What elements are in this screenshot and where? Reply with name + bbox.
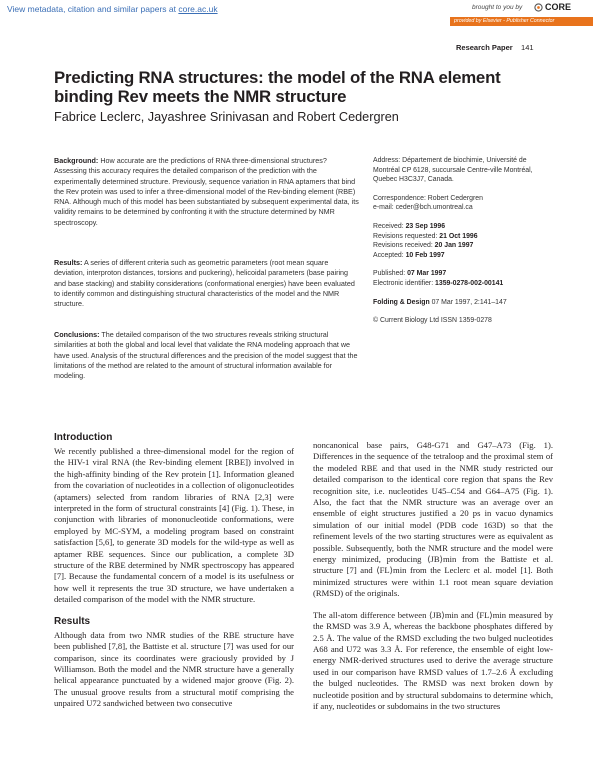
core-logo-icon xyxy=(534,3,543,12)
metadata-link[interactable] xyxy=(7,4,218,14)
results-label: Results: xyxy=(54,258,83,267)
published-date xyxy=(373,269,553,279)
revisions-requested-date xyxy=(373,232,553,242)
introduction-heading: Introduction xyxy=(54,432,113,443)
body-paragraph-1: noncanonical base pairs, G48-G71 and G47–A73 (Fig. 1). Differences in the sequence of the tetraloop and the proximal stem of the modeled RBE and that used in the NMR study restricted our detailed comparison to the identical core region that spans the Rev recognition site, i.e. nucleotides U45–C54 and G64–A75 (Fig. 1). Also, the fact that the NMR structure was an average over an ensemble of eight structures justified a 20 ps in vacuo dynamics simulation of our initial model (PDB code 163D) so that the refinement levels of the two starting structures were as equivalent as possible. Subsequently, both the NMR structure and the model were energy minimized, producing ⟨JB⟩min from the Battiste et al. structure [7] and ⟨FL⟩min from the Leclerc et al. model [1]. Both minimized structures were within 1.1 root mean square deviation (RMSD) of the originals. xyxy=(313,440,553,599)
background-label: Background: xyxy=(54,156,99,165)
body-column-right xyxy=(313,440,553,712)
abstract-conclusions xyxy=(54,330,360,381)
core-logo-text[interactable]: CORE xyxy=(545,2,572,12)
results-text: A series of different criteria such as geometric parameters (root mean square deviation, interproton distances, torsions and puckering), helicoidal parameters (base pairing and base stacking) and stability considerations (conformational energies) have been evaluated to identify common and distinguishing structural characteristics of the model and the NMR structure. xyxy=(54,258,355,309)
accepted-value: 10 Feb 1997 xyxy=(405,251,445,259)
publication-block xyxy=(373,269,553,288)
revisions-requested-value: 21 Oct 1996 xyxy=(439,232,478,240)
accepted-label: Accepted: xyxy=(373,251,406,259)
section-label: Research Paper xyxy=(456,43,513,52)
received-value: 23 Sep 1996 xyxy=(405,222,446,230)
revisions-received-value: 20 Jan 1997 xyxy=(434,242,474,250)
received-date xyxy=(373,222,553,232)
running-header xyxy=(456,43,534,52)
revisions-requested-label: Revisions requested: xyxy=(373,232,440,240)
received-label: Received: xyxy=(373,222,406,230)
electronic-identifier xyxy=(373,279,553,289)
introduction-paragraph: We recently published a three-dimensional model for the region of the HIV-1 viral RNA (the Rev-binding element [RBE]) involved in the high-affinity binding of the Rev protein [1]. Information gleaned from the covariation of nucleotides in a collection of oligonucleotides (aptamers) selected from random libraries of RNA [2,3] were interpreted in the form of structural constraints [4] (Fig. 1). These, in conjunction with libraries of mononucleotide conformations, were employed by MC-SYM, a modeling program based on constraint satisfaction [5,6], to generate 3D models for the wild-type as well as aptamer RBE sequences. Since our publication, a complete 3D structure of the RBE determined by NMR spectroscopy has appeared [7]. Because the fundamental concern of a model is its usefulness or how well it represents the true 3D structure, we have undertaken a detailed comparison of the model with the NMR structure. xyxy=(54,446,294,605)
paper-title: Predicting RNA structures: the model of the RNA element binding Rev meets the NMR structure xyxy=(54,68,501,106)
identifier-label: Electronic identifier: xyxy=(373,279,436,287)
core-domain-link[interactable]: core.ac.uk xyxy=(178,4,218,14)
accepted-date xyxy=(373,251,553,261)
correspondence: Correspondence: Robert Cedergren xyxy=(373,194,483,202)
published-value: 07 Mar 1997 xyxy=(407,270,447,278)
background-text: How accurate are the predictions of RNA three-dimensional structures? Assessing this accuracy requires the detailed comparison of the prediction with the experimentally determined structure. Previously, sequence variation in RNA aptamers that bind the Rev protein was used to infer a three-dimensional model of the Rev-binding element (RBE) RNA. Although much of this model has been substantiated by subsequent experimental data, its validity remains to be determined by confronting it with the structure determined by NMR spectroscopy. xyxy=(54,156,359,227)
brought-by-text: brought to you by xyxy=(472,4,523,11)
abstract-background xyxy=(54,156,360,228)
journal-name: Folding & Design xyxy=(373,298,430,306)
page-number: 141 xyxy=(521,43,534,52)
journal-citation: 07 Mar 1997, 2:141–147 xyxy=(429,298,507,306)
body-column-left xyxy=(54,432,294,710)
published-label: Published: xyxy=(373,270,408,278)
abstract-results xyxy=(54,258,360,309)
conclusions-label: Conclusions: xyxy=(54,330,100,339)
correspondence-block xyxy=(373,194,553,213)
dates-block xyxy=(373,222,553,260)
results-paragraph: Although data from two NMR studies of the RBE structure have been published [7,8], the Battiste et al. structure [7] was used for our comparison, since its coordinates were graciously provided by J Williamson. Both the model and the NMR structure have a generally helical appearance punctuated by a widened major groove (Fig. 2). The unusual groove results from a structural motif comprising the unpaired U72 sandwiched between two consecutive xyxy=(54,629,294,709)
results-heading: Results xyxy=(54,615,91,627)
journal-reference xyxy=(373,298,553,308)
conclusions-text: The detailed comparison of the two structures reveals striking structural similarities at both the global and local level that validate the RNA modeling approach that we have used. Analysis of the structural differences and the precision of the model suggest that the limitations of the method are related to the amount of structural information available for modeling. xyxy=(54,330,358,381)
copyright: © Current Biology Ltd ISSN 1359-0278 xyxy=(373,317,492,325)
revisions-received-date xyxy=(373,241,553,251)
email[interactable]: e-mail: ceder@bch.umontreal.ca xyxy=(373,204,473,212)
body-paragraph-2: The all-atom difference between ⟨JB⟩min and ⟨FL⟩min measured by the RMSD was 3.9 Å, whereas the backbone phosphates differed by 2.5 Å. The value of the RMSD excluding the two bulged nucleotides A68 and U72 was 3.3 Å. For reference, the ensemble of eight low-energy NMR-derived structures used to derive the average structure used in our comparison have RMSD values of 1.7–2.6 Å excluding the bulged nucleotides. The RMSD was next broken down by nucleotide position and by structural subdomains to determine which, if any, nucleotides or subdomains in the two structures xyxy=(313,609,553,711)
paper-authors: Fabrice Leclerc, Jayashree Srinivasan and Robert Cedergren xyxy=(54,110,399,124)
provider-text[interactable]: provided by Elsevier - Publisher Connector xyxy=(454,17,555,24)
identifier-value: 1359-0278-002-00141 xyxy=(435,279,504,287)
article-sidebar xyxy=(373,156,553,335)
revisions-received-label: Revisions received: xyxy=(373,242,435,250)
metadata-link-text: View metadata, citation and similar papers at xyxy=(7,4,179,14)
author-address: Address: Département de biochimie, Université de Montréal CP 6128, succursale Centre-ville Montréal, Quebec H3C3J7, Canada. xyxy=(373,157,533,184)
